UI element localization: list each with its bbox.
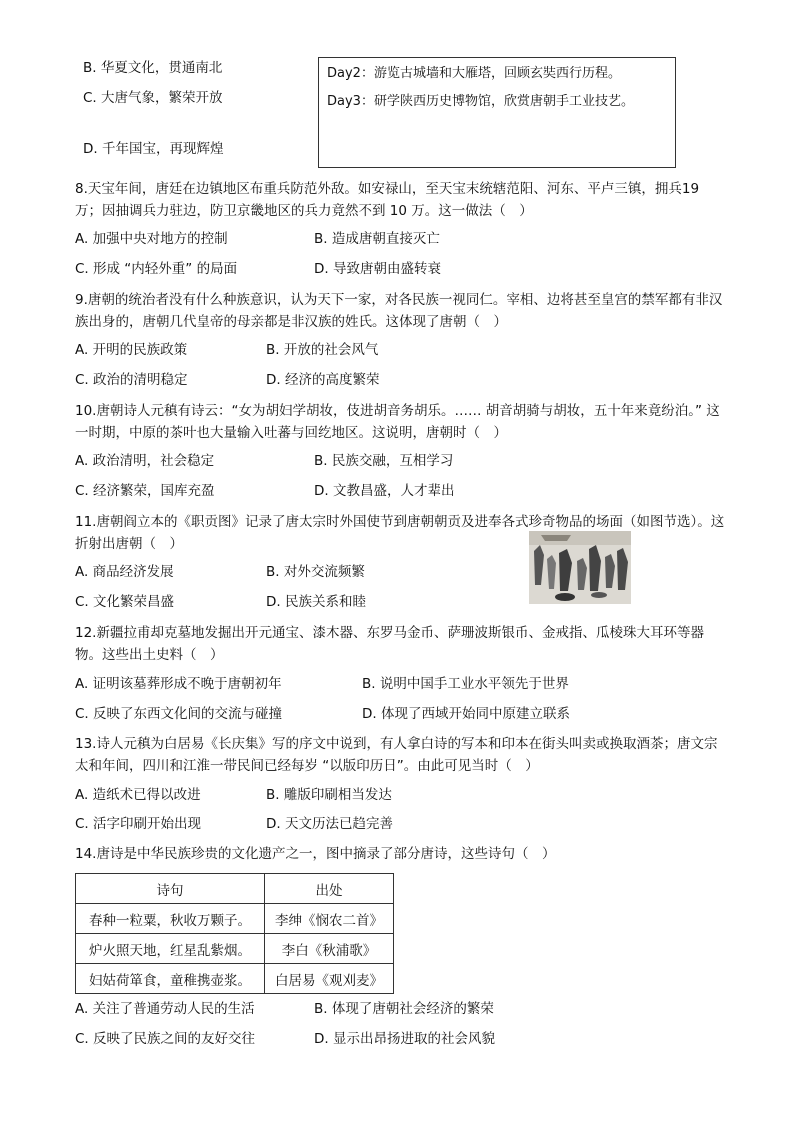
itinerary-day3: Day3：研学陕西历史博物馆，欣赏唐朝手工业技艺。 — [327, 94, 634, 109]
q12-option-a: A. 证明该墓葬形成不晚于唐朝初年 — [75, 676, 282, 692]
q14-option-c: C. 反映了民族之间的友好交往 — [75, 1031, 256, 1047]
q7-option-d: D. 千年国宝，再现辉煌 — [83, 141, 224, 157]
q8-option-a: A. 加强中央对地方的控制 — [75, 231, 228, 247]
table-header-source: 出处 — [265, 874, 394, 904]
q13-option-a: A. 造纸术已得以改进 — [75, 787, 201, 803]
q10-option-a: A. 政治清明，社会稳定 — [75, 453, 215, 469]
q7-option-b: B. 华夏文化，贯通南北 — [83, 60, 223, 76]
table-cell-source: 李白《秋浦歌》 — [265, 934, 394, 964]
table-cell-source: 白居易《观刈麦》 — [265, 964, 394, 994]
tribute-painting-image — [529, 531, 631, 604]
table-row — [76, 904, 394, 934]
q10-option-c: C. 经济繁荣，国库充盈 — [75, 483, 215, 499]
q12-option-d: D. 体现了西域开始同中原建立联系 — [362, 706, 570, 722]
q11-option-a: A. 商品经济发展 — [75, 564, 174, 580]
q12-option-b: B. 说明中国手工业水平领先于世界 — [362, 676, 569, 692]
q9-option-a: A. 开明的民族政策 — [75, 342, 188, 358]
table-cell-poem: 妇姑荷箪食，童稚携壶浆。 — [76, 964, 265, 994]
q8-option-d: D. 导致唐朝由盛转衰 — [314, 261, 441, 277]
poem-table — [75, 873, 394, 994]
table-cell-poem: 炉火照天地，红星乱紫烟。 — [76, 934, 265, 964]
q11-option-d: D. 民族关系和睦 — [266, 594, 366, 610]
itinerary-day2: Day2：游览古城墙和大雁塔，回顾玄奘西行历程。 — [327, 66, 621, 81]
q12-stem: 12.新疆拉甫却克墓地发掘出开元通宝、漆木器、东罗马金币、萨珊波斯银币、金戒指、瓜棱珠大耳环等器物。这些出土史料（ ） — [75, 625, 704, 663]
q13-option-d: D. 天文历法已趋完善 — [266, 816, 393, 832]
q10-option-b: B. 民族交融，互相学习 — [314, 453, 454, 469]
q14-option-d: D. 显示出昂扬进取的社会风貌 — [314, 1031, 495, 1047]
q11-option-b: B. 对外交流频繁 — [266, 564, 365, 580]
table-header-poem: 诗句 — [76, 874, 265, 904]
q11-option-c: C. 文化繁荣昌盛 — [75, 594, 175, 610]
q14-option-b: B. 体现了唐朝社会经济的繁荣 — [314, 1001, 494, 1017]
q13-option-c: C. 活字印刷开始出现 — [75, 816, 202, 832]
itinerary-box — [318, 57, 676, 168]
q14-stem: 14.唐诗是中华民族珍贵的文化遗产之一，图中摘录了部分唐诗，这些诗句（ ） — [75, 846, 556, 862]
q11-stem: 11.唐朝阎立本的《职贡图》记录了唐太宗时外国使节到唐朝朝贡及进奉各式珍奇物品的场面（如图节选）。这折射出唐朝（ ） — [75, 514, 725, 552]
q12-option-c: C. 反映了东西文化间的交流与碰撞 — [75, 706, 283, 722]
table-header-row — [76, 874, 394, 904]
q14-option-a: A. 关注了普通劳动人民的生活 — [75, 1001, 255, 1017]
table-row — [76, 964, 394, 994]
table-row — [76, 934, 394, 964]
q7-option-c: C. 大唐气象，繁荣开放 — [83, 90, 223, 106]
q10-option-d: D. 文教昌盛，人才辈出 — [314, 483, 455, 499]
q9-option-d: D. 经济的高度繁荣 — [266, 372, 380, 388]
q9-option-b: B. 开放的社会风气 — [266, 342, 379, 358]
q9-stem: 9.唐朝的统治者没有什么种族意识，认为天下一家，对各民族一视同仁。宰相、边将甚至皇宫的禁军都有非汉族出身的，唐朝几代皇帝的母亲都是非汉族的姓氏。这体现了唐朝（ ） — [75, 292, 723, 330]
table-cell-poem: 春种一粒粟，秋收万颗子。 — [76, 904, 265, 934]
table-cell-source: 李绅《悯农二首》 — [265, 904, 394, 934]
q9-option-c: C. 政治的清明稳定 — [75, 372, 188, 388]
q8-option-c: C. 形成 “内轻外重” 的局面 — [75, 261, 238, 277]
q8-option-b: B. 造成唐朝直接灭亡 — [314, 231, 440, 247]
q10-stem: 10.唐朝诗人元稹有诗云：“女为胡妇学胡妆，伎进胡音务胡乐。…… 胡音胡骑与胡妆，五十年来竟纷泊。” 这一时期，中原的茶叶也大量输入吐蕃与回纥地区。这说明，唐朝时（ ） — [75, 403, 720, 441]
q13-option-b: B. 雕版印刷相当发达 — [266, 787, 392, 803]
q13-stem: 13.诗人元稹为白居易《长庆集》写的序文中说到，有人拿白诗的写本和印本在街头叫卖或换取酒茶；唐文宗太和年间，四川和江淮一带民间已经每岁 “以版印历日”。由此可见当时（ ） — [75, 736, 718, 774]
q8-stem: 8.天宝年间，唐廷在边镇地区布重兵防范外敌。如安禄山，至天宝末统辖范阳、河东、平卢三镇，拥兵19 万；因抽调兵力驻边，防卫京畿地区的兵力竟然不到 10 万。这一做法（ ） — [75, 181, 700, 219]
